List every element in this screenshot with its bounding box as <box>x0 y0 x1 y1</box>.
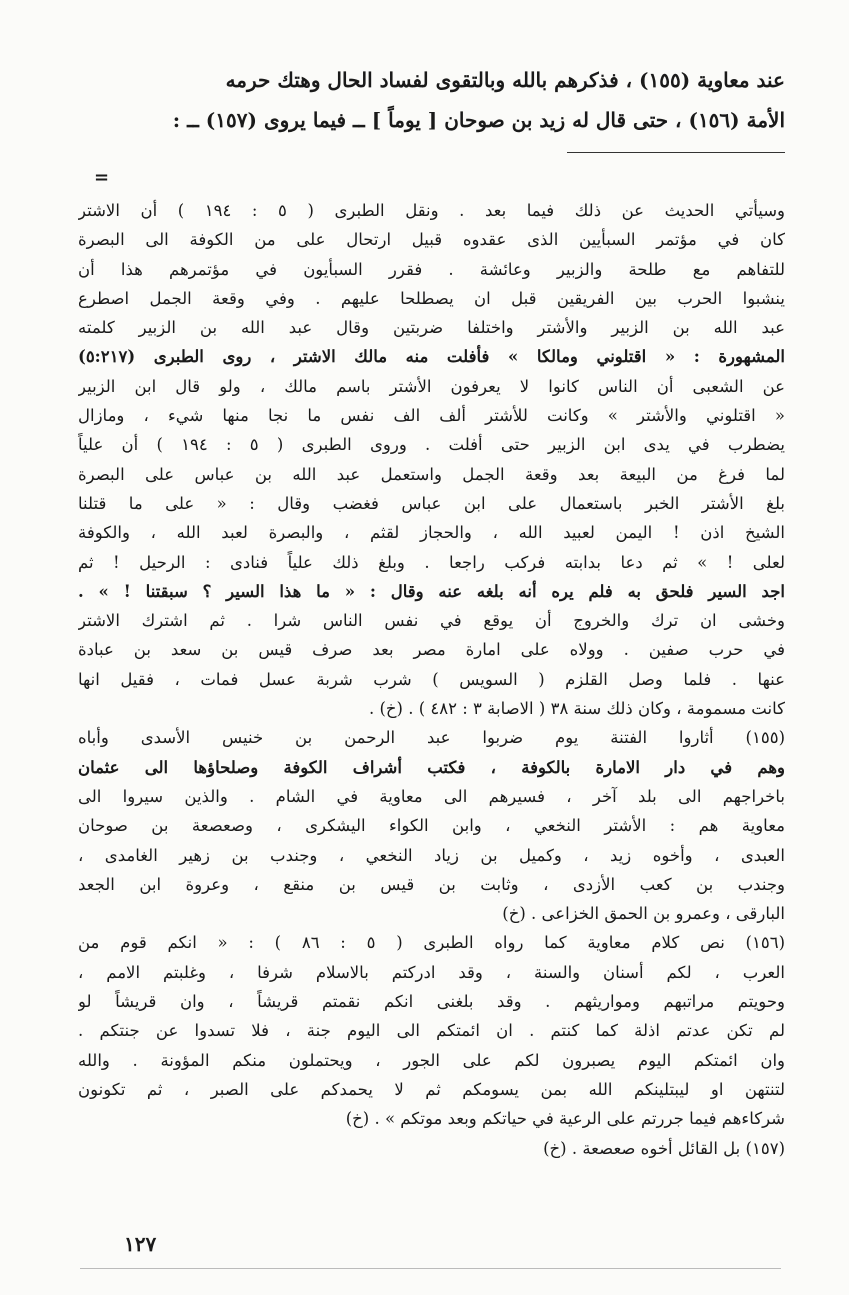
footnote-separator <box>567 152 785 153</box>
footnote-line: وان ائمتكم اليوم يصبرون لكم على الجور ، ويحتملون منكم المؤونة . والله <box>78 1050 785 1070</box>
main-text-line: الأمة (١٥٦) ، حتى قال له زيد بن صوحان [ يوماً ] ــ فيما يروى (١٥٧) ــ : <box>172 108 785 132</box>
footnote-line: معاوية هم : الأشتر النخعي ، وابن الكواء اليشكرى ، وصعصعة بن صوحان <box>78 816 785 836</box>
footnote-line: وجندب بن كعب الأزدى ، وثابت بن قيس بن منقع ، وعروة ابن الجعد <box>78 874 785 894</box>
footnotes <box>78 196 785 1163</box>
continuation-mark: = <box>94 167 110 188</box>
footnote-line: وخشى ان ترك والخروج أن يوقع في نفس الناس شرا . ثم اشترك الاشتر <box>78 611 785 631</box>
footnote-line: (١٥٥) أثاروا الفتنة يوم ضربوا عبد الرحمن بن خنيس الأسدى وأباه <box>78 728 785 748</box>
footnote-line: لعلى ! » ثم دعا بدابته فركب راجعا . وبلغ ذلك علياً فنادى : الرحيل ! ثم <box>78 552 785 572</box>
footnote-line: الشيخ اذن ! اليمن لعبيد الله ، والحجاز لقثم ، والبصرة لعبد الله ، والكوفة <box>78 523 785 543</box>
footnote-line: وحويتم مراتبهم ومواريثهم . وقد بلغنى انكم نقمتم قريشاً ، وان قريشاً لو <box>78 992 785 1012</box>
page-number: ١٢٧ <box>124 1232 157 1256</box>
footnote-line: العبدى ، وأخوه زيد ، وكميل بن زياد النخعي ، وجندب بن زهير الغامدى ، <box>78 845 785 865</box>
footnote-line: اجد السير فلحق به فلم يره أنه بلغه عنه وقال : « ما هذا السير ؟ سبقتنا ! » . <box>78 581 785 601</box>
footnote-line: عن الشعبى أن الناس كانوا لا يعرفون الأشتر باسم مالك ، ولو قال ابن الزبير <box>78 376 785 396</box>
footnote-line: ينشبوا الحرب بين الفريقين قبل ان يصطلحا عليهم . وفي وقعة الجمل اصطرع <box>78 288 785 308</box>
footnote-line: لم تكن عدتم اذلة كما كنتم . ان ائمتكم الى اليوم جنة ، فلا تسدوا عن جنتكم . <box>78 1021 785 1041</box>
footnote-line: وسيأتي الحديث عن ذلك فيما بعد . ونقل الطبرى ( ٥ : ١٩٤ ) أن الاشتر <box>78 201 785 220</box>
footnote-line: يضطرب في يدى ابن الزبير حتى أفلت . وروى الطبرى ( ٥ : ١٩٤ ) أن علياً <box>78 435 785 455</box>
footnote-line: بلغ الأشتر الخبر باستعمال على ابن عباس فغضب وقال : « على ما قتلنا <box>78 493 785 513</box>
footnote-line: لما فرغ من البيعة بعد وقعة الجمل واستعمل عبد الله بن عباس على البصرة <box>78 464 785 484</box>
footnote-line: كان في مؤتمر السبأيين الذى عقدوه قبيل ارتحال على من الكوفة الى البصرة <box>78 230 785 250</box>
footnote-line: المشهورة : « اقتلوني ومالكا » فأفلت منه مالك الاشتر ، روى الطبرى (٥:٢١٧) <box>78 347 785 367</box>
bottom-edge-line <box>80 1268 781 1269</box>
footnote-line: باخراجهم الى بلد آخر ، فسيرهم الى معاوية في الشام . والذين سيروا الى <box>78 786 785 806</box>
footnote-line: للتفاهم مع طلحة والزبير وعائشة . فقرر السبأيون في مؤتمرهم هذا أن <box>78 259 785 279</box>
footnote-line: (١٥٦) نص كلام معاوية كما رواه الطبرى ( ٥ : ٨٦ ) : « انكم قوم من <box>78 933 785 953</box>
footnote-line: عبد الله بن الزبير والأشتر واختلفا ضربتين وقال عبد الله بن الزبير كلمته <box>78 318 785 338</box>
footnote-line: في حرب صفين . وولاه على امارة مصر بعد صرف قيس بن سعد بن عبادة <box>78 640 785 660</box>
footnote-line: العرب ، لكم أسنان والسنة ، وقد ادركتم بالاسلام شرفا ، وغلبتم الامم ، <box>78 962 785 982</box>
main-text-line: عند معاوية (١٥٥) ، فذكرهم بالله وبالتقوى لفساد الحال وهتك حرمه <box>225 68 785 92</box>
footnote-line: كانت مسمومة ، وكان ذلك سنة ٣٨ ( الاصابة ٣ : ٤٨٢ ) . (خ) . <box>368 699 785 719</box>
footnote-line: عنها . فلما وصل القلزم ( السويس ) شرب شربة عسل فمات ، فقيل انها <box>78 669 785 689</box>
footnote-line: وهم في دار الامارة بالكوفة ، فكتب أشراف الكوفة وصلحاؤها الى عثمان <box>78 757 785 777</box>
footnote-line: البارقى ، وعمرو بن الحمق الخزاعى . (خ) <box>502 904 785 924</box>
footnote-line: (١٥٧) بل القائل أخوه صعصعة . (خ) <box>543 1138 785 1158</box>
footnote-line: لتنتهن او ليبتلينكم الله بمن يسومكم ثم لا يحمدكم على الصبر ، ثم تكونون <box>78 1079 785 1099</box>
footnote-line: « اقتلوني والأشتر » وكانت للأشتر ألف الف نفس ما نجا منها شيء ، ومازال <box>78 406 785 426</box>
main-text <box>68 60 785 140</box>
footnote-line: شركاءهم فيما جررتم على الرعية في حياتكم وبعد موتكم » . (خ) <box>345 1109 785 1129</box>
